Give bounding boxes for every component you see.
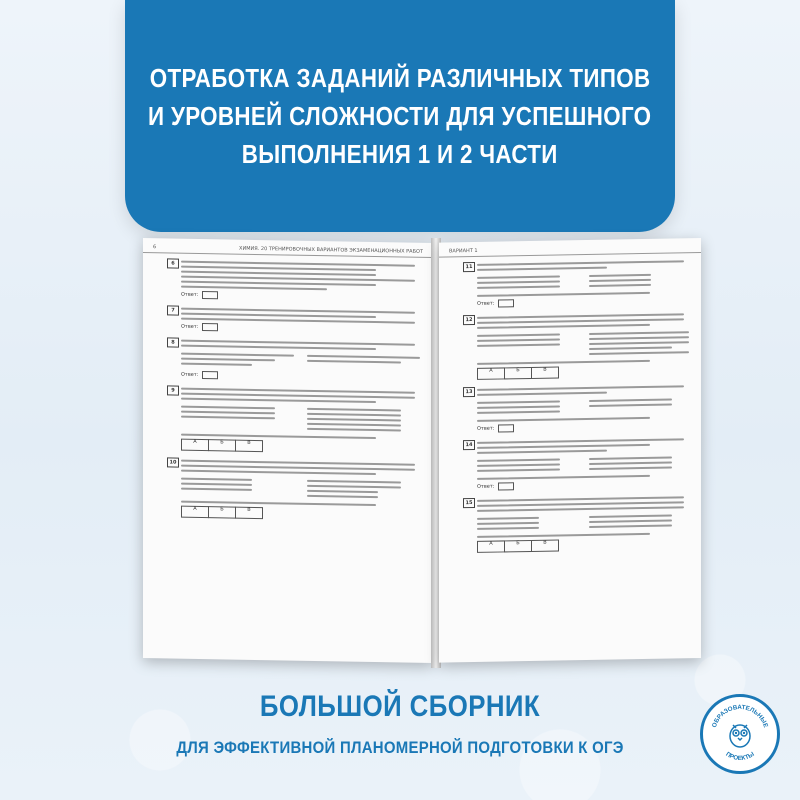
answer-label: Ответ: xyxy=(477,483,495,490)
header-banner xyxy=(125,0,675,232)
table-header: Б xyxy=(208,506,236,518)
logo-text-bottom: ПРОЕКТЫ xyxy=(724,750,756,763)
svg-text:ПРОЕКТЫ xyxy=(724,751,755,762)
answer-label: Ответ: xyxy=(477,300,495,307)
task-number: 15 xyxy=(463,498,475,508)
table-header: В xyxy=(531,366,559,378)
answer-label: Ответ: xyxy=(181,323,199,330)
task xyxy=(143,380,433,457)
task xyxy=(439,306,701,383)
task-number: 13 xyxy=(463,387,475,397)
table-header: Б xyxy=(504,540,532,552)
header-line-3: ВЫПОЛНЕНИЯ 1 И 2 ЧАСТИ xyxy=(242,139,558,169)
table-header: А xyxy=(477,367,505,379)
left-head-title: ХИМИЯ. 20 ТРЕНИРОВОЧНЫХ ВАРИАНТОВ ЭКЗАМЕНАЦИОННЫХ РАБОТ xyxy=(239,245,423,255)
footer-subtitle: ДЛЯ ЭФФЕКТИВНОЙ ПЛАНОМЕРНОЙ ПОДГОТОВКИ К ОГЭ xyxy=(176,738,624,757)
answer-box xyxy=(498,299,514,307)
right-head-title: ВАРИАНТ 1 xyxy=(449,247,478,255)
table-header: В xyxy=(531,539,559,551)
task xyxy=(143,452,433,524)
page-number: 6 xyxy=(153,244,157,251)
table-header: В xyxy=(235,440,263,452)
task-number: 7 xyxy=(167,305,179,315)
task xyxy=(143,332,433,385)
answer-label: Ответ: xyxy=(477,425,495,432)
task xyxy=(439,431,701,494)
footer-title: БОЛЬШОЙ СБОРНИК xyxy=(259,690,541,723)
header-line-1: ОТРАБОТКА ЗАДАНИЙ РАЗЛИЧНЫХ ТИПОВ xyxy=(149,63,651,93)
left-page xyxy=(143,238,433,663)
table-header: А xyxy=(181,506,209,518)
task-number: 11 xyxy=(463,262,475,272)
task-number: 8 xyxy=(167,337,179,347)
task xyxy=(439,489,701,556)
task-number: 14 xyxy=(463,440,475,450)
answer-box xyxy=(202,291,218,299)
answer-box xyxy=(498,424,514,432)
answer-box xyxy=(202,323,218,331)
task xyxy=(143,253,433,305)
header-line-2: И УРОВНЕЙ СЛОЖНОСТИ ДЛЯ УСПЕШНОГО xyxy=(148,101,652,131)
task-number: 12 xyxy=(463,315,475,325)
open-book xyxy=(143,238,700,682)
answer-box xyxy=(202,371,218,379)
task xyxy=(439,253,701,311)
task-number: 9 xyxy=(167,385,179,395)
answer-label: Ответ: xyxy=(181,291,199,298)
table-header: А xyxy=(477,540,505,552)
logo-text-top: ОБРАЗОВАТЕЛЬНЫЕ xyxy=(710,703,770,729)
task xyxy=(439,378,701,436)
answer-label: Ответ: xyxy=(181,371,199,378)
task-number: 6 xyxy=(167,258,179,268)
publisher-logo xyxy=(700,694,780,774)
owl-icon xyxy=(703,697,777,771)
right-page xyxy=(439,238,701,663)
table-header: А xyxy=(181,439,209,451)
task-number: 10 xyxy=(167,457,179,467)
task xyxy=(143,300,433,337)
answer-box xyxy=(498,482,514,490)
table-header: В xyxy=(235,507,263,519)
table-header: Б xyxy=(504,367,532,379)
table-header: Б xyxy=(208,439,236,451)
